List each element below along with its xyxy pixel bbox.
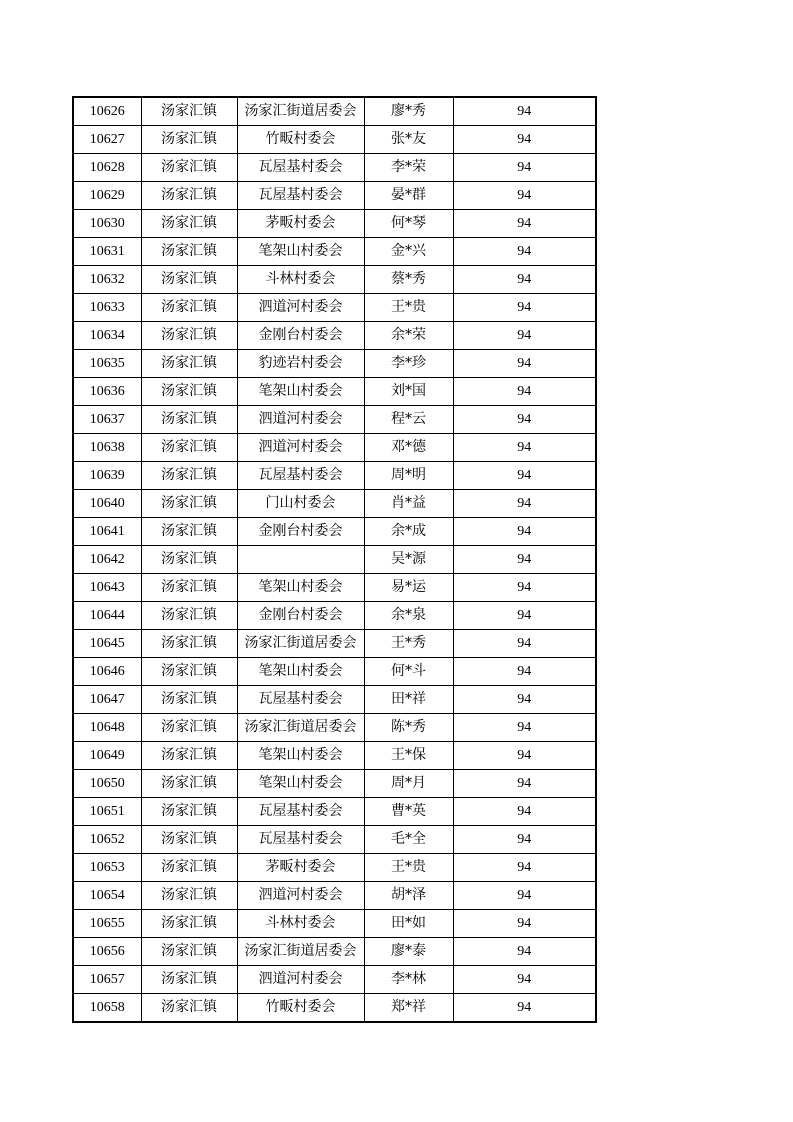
cell-village-committee: 瓦屋基村委会 — [237, 182, 364, 210]
cell-village-committee: 斗林村委会 — [237, 266, 364, 294]
cell-town: 汤家汇镇 — [141, 826, 237, 854]
cell-person-name: 胡*泽 — [364, 882, 453, 910]
cell-record-id: 10647 — [73, 686, 141, 714]
cell-score: 94 — [453, 742, 596, 770]
cell-score: 94 — [453, 210, 596, 238]
cell-record-id: 10656 — [73, 938, 141, 966]
table-row — [73, 910, 596, 938]
cell-town: 汤家汇镇 — [141, 770, 237, 798]
cell-person-name: 程*云 — [364, 406, 453, 434]
cell-score: 94 — [453, 238, 596, 266]
cell-village-committee: 竹畈村委会 — [237, 994, 364, 1023]
cell-score: 94 — [453, 434, 596, 462]
cell-person-name: 郑*祥 — [364, 994, 453, 1023]
cell-record-id: 10657 — [73, 966, 141, 994]
table-row — [73, 714, 596, 742]
table-row — [73, 630, 596, 658]
cell-village-committee: 笔架山村委会 — [237, 238, 364, 266]
cell-town: 汤家汇镇 — [141, 798, 237, 826]
cell-record-id: 10640 — [73, 490, 141, 518]
cell-town: 汤家汇镇 — [141, 714, 237, 742]
cell-person-name: 易*运 — [364, 574, 453, 602]
cell-village-committee: 茅畈村委会 — [237, 854, 364, 882]
cell-town: 汤家汇镇 — [141, 322, 237, 350]
cell-town: 汤家汇镇 — [141, 966, 237, 994]
cell-record-id: 10629 — [73, 182, 141, 210]
cell-town: 汤家汇镇 — [141, 154, 237, 182]
cell-village-committee: 泗道河村委会 — [237, 434, 364, 462]
cell-town: 汤家汇镇 — [141, 434, 237, 462]
cell-town: 汤家汇镇 — [141, 210, 237, 238]
cell-record-id: 10641 — [73, 518, 141, 546]
cell-town: 汤家汇镇 — [141, 490, 237, 518]
table-row — [73, 938, 596, 966]
cell-score: 94 — [453, 714, 596, 742]
cell-person-name: 李*珍 — [364, 350, 453, 378]
table-row — [73, 294, 596, 322]
table-row — [73, 742, 596, 770]
cell-town: 汤家汇镇 — [141, 546, 237, 574]
cell-town: 汤家汇镇 — [141, 378, 237, 406]
cell-score: 94 — [453, 322, 596, 350]
cell-person-name: 毛*全 — [364, 826, 453, 854]
cell-person-name: 刘*国 — [364, 378, 453, 406]
cell-town: 汤家汇镇 — [141, 182, 237, 210]
cell-record-id: 10628 — [73, 154, 141, 182]
cell-score: 94 — [453, 798, 596, 826]
cell-person-name: 余*成 — [364, 518, 453, 546]
cell-town: 汤家汇镇 — [141, 350, 237, 378]
cell-record-id: 10632 — [73, 266, 141, 294]
cell-score: 94 — [453, 126, 596, 154]
cell-score: 94 — [453, 154, 596, 182]
cell-person-name: 田*如 — [364, 910, 453, 938]
cell-town: 汤家汇镇 — [141, 126, 237, 154]
table-row — [73, 126, 596, 154]
cell-town: 汤家汇镇 — [141, 938, 237, 966]
cell-town: 汤家汇镇 — [141, 294, 237, 322]
table-row — [73, 602, 596, 630]
cell-record-id: 10652 — [73, 826, 141, 854]
cell-town: 汤家汇镇 — [141, 266, 237, 294]
cell-score: 94 — [453, 462, 596, 490]
cell-record-id: 10649 — [73, 742, 141, 770]
cell-town: 汤家汇镇 — [141, 658, 237, 686]
cell-record-id: 10627 — [73, 126, 141, 154]
cell-village-committee: 豹迹岩村委会 — [237, 350, 364, 378]
cell-record-id: 10634 — [73, 322, 141, 350]
table-row — [73, 266, 596, 294]
cell-village-committee: 汤家汇街道居委会 — [237, 97, 364, 126]
table-row — [73, 966, 596, 994]
cell-person-name: 吴*源 — [364, 546, 453, 574]
table-row — [73, 798, 596, 826]
cell-score: 94 — [453, 602, 596, 630]
cell-record-id: 10635 — [73, 350, 141, 378]
cell-town: 汤家汇镇 — [141, 630, 237, 658]
cell-person-name: 晏*群 — [364, 182, 453, 210]
table-row — [73, 434, 596, 462]
cell-person-name: 周*月 — [364, 770, 453, 798]
cell-village-committee: 金刚台村委会 — [237, 602, 364, 630]
cell-person-name: 田*祥 — [364, 686, 453, 714]
cell-person-name: 廖*泰 — [364, 938, 453, 966]
cell-record-id: 10654 — [73, 882, 141, 910]
cell-record-id: 10646 — [73, 658, 141, 686]
table-row — [73, 378, 596, 406]
cell-person-name: 王*秀 — [364, 630, 453, 658]
cell-score: 94 — [453, 994, 596, 1023]
cell-score: 94 — [453, 658, 596, 686]
cell-person-name: 余*泉 — [364, 602, 453, 630]
cell-score: 94 — [453, 938, 596, 966]
cell-score: 94 — [453, 826, 596, 854]
cell-town: 汤家汇镇 — [141, 854, 237, 882]
cell-town: 汤家汇镇 — [141, 910, 237, 938]
cell-score: 94 — [453, 182, 596, 210]
cell-town: 汤家汇镇 — [141, 742, 237, 770]
cell-town: 汤家汇镇 — [141, 238, 237, 266]
cell-score: 94 — [453, 966, 596, 994]
cell-record-id: 10642 — [73, 546, 141, 574]
cell-person-name: 蔡*秀 — [364, 266, 453, 294]
cell-village-committee — [237, 546, 364, 574]
cell-record-id: 10645 — [73, 630, 141, 658]
cell-village-committee: 汤家汇街道居委会 — [237, 938, 364, 966]
cell-village-committee: 竹畈村委会 — [237, 126, 364, 154]
table-row — [73, 574, 596, 602]
cell-score: 94 — [453, 350, 596, 378]
cell-record-id: 10658 — [73, 994, 141, 1023]
cell-person-name: 金*兴 — [364, 238, 453, 266]
cell-village-committee: 汤家汇街道居委会 — [237, 714, 364, 742]
cell-record-id: 10648 — [73, 714, 141, 742]
table-row — [73, 658, 596, 686]
cell-town: 汤家汇镇 — [141, 574, 237, 602]
cell-village-committee: 笔架山村委会 — [237, 574, 364, 602]
cell-village-committee: 茅畈村委会 — [237, 210, 364, 238]
cell-record-id: 10644 — [73, 602, 141, 630]
cell-score: 94 — [453, 882, 596, 910]
cell-town: 汤家汇镇 — [141, 602, 237, 630]
cell-record-id: 10636 — [73, 378, 141, 406]
cell-village-committee: 笔架山村委会 — [237, 658, 364, 686]
cell-record-id: 10630 — [73, 210, 141, 238]
table-row — [73, 854, 596, 882]
cell-person-name: 张*友 — [364, 126, 453, 154]
cell-score: 94 — [453, 574, 596, 602]
table-row — [73, 994, 596, 1023]
cell-person-name: 曹*英 — [364, 798, 453, 826]
cell-village-committee: 瓦屋基村委会 — [237, 154, 364, 182]
cell-record-id: 10653 — [73, 854, 141, 882]
cell-village-committee: 瓦屋基村委会 — [237, 798, 364, 826]
table-row — [73, 490, 596, 518]
cell-score: 94 — [453, 97, 596, 126]
cell-village-committee: 瓦屋基村委会 — [237, 826, 364, 854]
table-row — [73, 322, 596, 350]
cell-record-id: 10650 — [73, 770, 141, 798]
cell-score: 94 — [453, 854, 596, 882]
cell-village-committee: 瓦屋基村委会 — [237, 686, 364, 714]
cell-village-committee: 泗道河村委会 — [237, 294, 364, 322]
cell-person-name: 周*明 — [364, 462, 453, 490]
cell-person-name: 陈*秀 — [364, 714, 453, 742]
cell-person-name: 邓*德 — [364, 434, 453, 462]
cell-record-id: 10655 — [73, 910, 141, 938]
cell-score: 94 — [453, 406, 596, 434]
cell-person-name: 廖*秀 — [364, 97, 453, 126]
table-row — [73, 462, 596, 490]
roster-table — [72, 96, 597, 1023]
table-row — [73, 826, 596, 854]
cell-person-name: 肖*益 — [364, 490, 453, 518]
cell-record-id: 10643 — [73, 574, 141, 602]
table-row — [73, 518, 596, 546]
table-row — [73, 882, 596, 910]
cell-person-name: 李*林 — [364, 966, 453, 994]
cell-score: 94 — [453, 686, 596, 714]
cell-record-id: 10651 — [73, 798, 141, 826]
cell-score: 94 — [453, 294, 596, 322]
table-row — [73, 238, 596, 266]
cell-record-id: 10626 — [73, 97, 141, 126]
cell-village-committee: 笔架山村委会 — [237, 770, 364, 798]
cell-village-committee: 金刚台村委会 — [237, 518, 364, 546]
cell-person-name: 王*保 — [364, 742, 453, 770]
table-row — [73, 154, 596, 182]
cell-score: 94 — [453, 630, 596, 658]
cell-town: 汤家汇镇 — [141, 462, 237, 490]
cell-town: 汤家汇镇 — [141, 994, 237, 1023]
cell-village-committee: 泗道河村委会 — [237, 882, 364, 910]
cell-person-name: 王*贵 — [364, 294, 453, 322]
cell-village-committee: 斗林村委会 — [237, 910, 364, 938]
cell-person-name: 李*荣 — [364, 154, 453, 182]
cell-person-name: 王*贵 — [364, 854, 453, 882]
cell-person-name: 何*琴 — [364, 210, 453, 238]
cell-person-name: 何*斗 — [364, 658, 453, 686]
cell-score: 94 — [453, 546, 596, 574]
cell-score: 94 — [453, 770, 596, 798]
table-row — [73, 97, 596, 126]
table-row — [73, 182, 596, 210]
cell-record-id: 10639 — [73, 462, 141, 490]
cell-person-name: 余*荣 — [364, 322, 453, 350]
cell-score: 94 — [453, 266, 596, 294]
table-row — [73, 406, 596, 434]
cell-record-id: 10638 — [73, 434, 141, 462]
cell-village-committee: 泗道河村委会 — [237, 406, 364, 434]
cell-town: 汤家汇镇 — [141, 518, 237, 546]
cell-score: 94 — [453, 518, 596, 546]
cell-town: 汤家汇镇 — [141, 97, 237, 126]
cell-village-committee: 门山村委会 — [237, 490, 364, 518]
cell-score: 94 — [453, 910, 596, 938]
cell-record-id: 10633 — [73, 294, 141, 322]
cell-record-id: 10631 — [73, 238, 141, 266]
cell-score: 94 — [453, 378, 596, 406]
table-row — [73, 770, 596, 798]
table-row — [73, 350, 596, 378]
cell-record-id: 10637 — [73, 406, 141, 434]
table-row — [73, 210, 596, 238]
cell-village-committee: 泗道河村委会 — [237, 966, 364, 994]
cell-village-committee: 金刚台村委会 — [237, 322, 364, 350]
cell-village-committee: 瓦屋基村委会 — [237, 462, 364, 490]
table-row — [73, 686, 596, 714]
cell-town: 汤家汇镇 — [141, 406, 237, 434]
roster-table-body — [73, 97, 596, 1022]
cell-score: 94 — [453, 490, 596, 518]
cell-village-committee: 笔架山村委会 — [237, 378, 364, 406]
cell-town: 汤家汇镇 — [141, 882, 237, 910]
table-row — [73, 546, 596, 574]
cell-town: 汤家汇镇 — [141, 686, 237, 714]
cell-village-committee: 汤家汇街道居委会 — [237, 630, 364, 658]
cell-village-committee: 笔架山村委会 — [237, 742, 364, 770]
